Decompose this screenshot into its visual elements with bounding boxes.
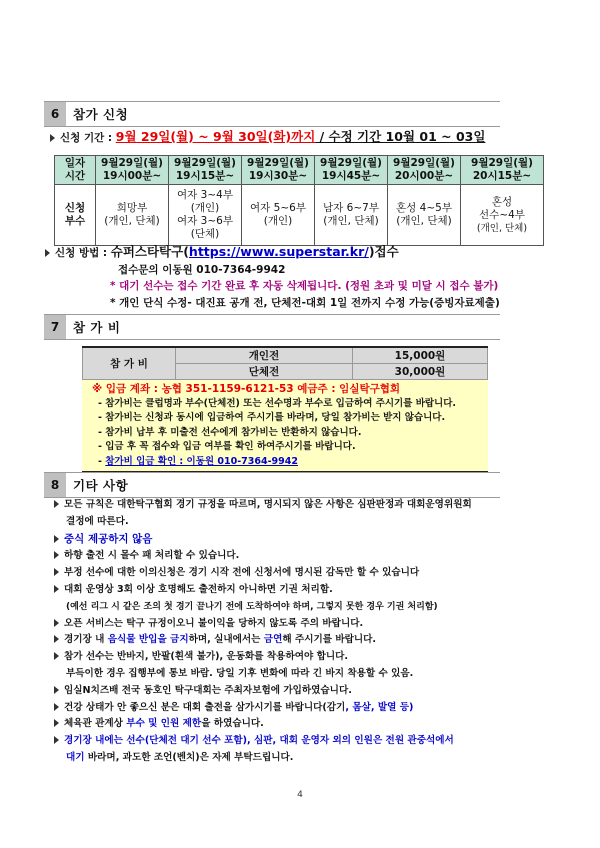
fee-type: 단체전 <box>176 364 353 380</box>
triangle-bullet-icon <box>54 535 59 543</box>
superstar-link[interactable]: https://www.superstar.kr/ <box>188 244 369 259</box>
edit-period: / 수정 기간 10월 01 ~ 03일 <box>315 129 486 144</box>
fee-box <box>82 346 488 473</box>
note-item: 경기장 내에는 선수(단체전 대기 선수 포함), 심판, 대회 운영자 외의 인원은 전원 관중석에서 <box>54 733 524 750</box>
note-item: 대회 운영상 3회 이상 호명해도 출전하지 아니하면 기권 처리함. <box>54 582 524 599</box>
triangle-bullet-icon <box>54 719 59 727</box>
triangle-bullet-icon <box>54 585 59 593</box>
triangle-bullet-icon <box>45 249 50 257</box>
contact-info: 접수문의 이동원 010-7364-9942 <box>118 263 286 276</box>
bank-account: ※ 입금 계좌 : 농협 351-1159-6121-53 예금주 : 임실탁구협회 <box>92 383 401 395</box>
schedule-header-row <box>55 156 544 185</box>
section-number: 7 <box>44 315 66 339</box>
application-period <box>50 127 485 145</box>
schedule-cell: 9월29일(월) 19시30분~ <box>242 156 315 185</box>
method-label: 신청 방법 : <box>55 247 111 259</box>
period-dates: 9월 29일(월) ~ 9월 30일(화)까지 <box>115 129 316 144</box>
date-time-label: 일자 시간 <box>55 156 96 185</box>
note-item: 모든 규칙은 대한탁구협회 경기 규정을 따르며, 명시되지 않은 사항은 심판판정과 대회운영위원회 <box>54 497 524 514</box>
triangle-bullet-icon <box>54 736 59 744</box>
schedule-cell: 9월29일(월) 19시00분~ <box>96 156 169 185</box>
period-label: 신청 기간 : <box>60 132 116 144</box>
misc-notes <box>54 497 524 767</box>
section-number: 6 <box>44 102 66 126</box>
fee-table <box>82 346 488 380</box>
application-method: 신청 방법 : 슈퍼스타탁구(https://www.superstar.kr/)접수 접수문의 이동원 010-7364-9942 * 대기 선수는 접수 기간 완료 후 자동 삭제됩니다. (정원 초과 및 미달 시 접수 불가) * 개인 단식 수정- 대진표 공개 전, 단체전-대회 1일 전까지 수정 가능(증빙자료제출) <box>45 244 500 311</box>
fee-note-line: - 입금 후 꼭 접수와 입금 여부를 확인 하여주시기를 바랍니다. <box>98 441 356 452</box>
triangle-bullet-icon <box>54 703 59 711</box>
fee-confirm-line: - 참가비 입금 확인 : 이동원 010-7364-9942 <box>98 455 298 467</box>
schedule-table <box>54 155 544 246</box>
division-cell: 남자 6~7부 (개인, 단체) <box>315 185 388 246</box>
division-cell: 여자 3~4부 (개인) 여자 3~6부 (단체) <box>169 185 242 246</box>
note-continuation: 대기 바라며, 과도한 조언(벤치)은 자제 부탁드립니다. <box>66 751 294 763</box>
division-cell: 혼성 선수~4부 (개인, 단체) <box>461 185 544 246</box>
triangle-bullet-icon <box>50 134 55 142</box>
fee-note-line: - 참가비는 신청과 동시에 입금하여 주시기를 바라며, 당일 참가비는 받지 않습니다. <box>98 412 446 423</box>
note-item: 하향 출전 시 몰수 패 처리할 수 있습니다. <box>54 548 524 565</box>
fee-label: 참 가 비 <box>83 347 176 380</box>
note-item: 중식 제공하지 않음 <box>54 531 524 549</box>
fee-note-line: - 참가비는 클럽명과 부수(단체전) 또는 선수명과 부수로 입금하여 주시기를 바랍니다. <box>98 397 457 409</box>
division-cell: 혼성 4~5부 (개인, 단체) <box>388 185 461 246</box>
division-cell: 여자 5~6부 (개인) <box>242 185 315 246</box>
section-title: 참 가 비 <box>73 320 121 335</box>
note-item: 건강 상태가 안 좋으신 분은 대회 출전을 삼가시기를 바랍니다(감기, 몸살, 발열 등) <box>54 700 524 717</box>
triangle-bullet-icon <box>54 568 59 576</box>
note-continuation: 부득이한 경우 집행부에 통보 바람. 당일 기후 변화에 따라 긴 바지 착용할 수 있음. <box>66 667 414 679</box>
schedule-cell: 9월29일(월) 19시45분~ <box>315 156 388 185</box>
division-row <box>55 185 544 246</box>
schedule-cell: 9월29일(월) 20시15분~ <box>461 156 544 185</box>
note-continuation: 결정에 따른다. <box>66 515 129 527</box>
note-item: 부정 선수에 대한 이의신청은 경기 시작 전에 신청서에 명시된 감독만 할 수 있습니다 <box>54 565 524 582</box>
triangle-bullet-icon <box>54 551 59 559</box>
note-item: 경기장 내 음식물 반입을 금지하며, 실내에서는 금연해 주시기를 바랍니다. <box>54 632 524 649</box>
note-item: 임실N치즈배 전국 동호인 탁구대회는 주최자보험에 가입하였습니다. <box>54 683 524 700</box>
fee-amount: 15,000원 <box>353 347 488 364</box>
note-continuation: (예선 리그 시 같은 조의 첫 경기 끝나기 전에 도착하여야 하며, 그렇지 못한 경우 기권 처리함) <box>66 601 438 612</box>
section-number: 8 <box>44 473 66 497</box>
section-6-header <box>44 101 500 127</box>
waitlist-note: * 대기 선수는 접수 기간 완료 후 자동 삭제됩니다. (정원 초과 및 미달 시 접수 불가) <box>110 280 499 292</box>
section-title: 참가 신청 <box>73 107 129 122</box>
note-item: 오픈 서비스는 탁구 규정이오니 불이익을 당하지 않도록 주의 바랍니다. <box>54 616 524 633</box>
fee-confirm-contact: 참가비 입금 확인 : 이동원 010-7364-9942 <box>105 455 298 467</box>
triangle-bullet-icon <box>54 500 59 508</box>
page-number: 4 <box>297 790 303 800</box>
division-cell: 희망부 (개인, 단체) <box>96 185 169 246</box>
fee-type: 개인전 <box>176 347 353 364</box>
note-item: 참가 선수는 반바지, 반팔(흰색 불가), 운동화를 착용하여야 합니다. <box>54 649 524 666</box>
fee-notes <box>82 380 488 473</box>
triangle-bullet-icon <box>54 652 59 660</box>
section-title: 기타 사항 <box>73 478 129 493</box>
section-8-header <box>44 472 500 498</box>
fee-note-line: - 참가비 납부 후 미출전 선수에게 참가비는 반환하지 않습니다. <box>98 426 362 438</box>
triangle-bullet-icon <box>54 619 59 627</box>
fee-amount: 30,000원 <box>353 364 488 380</box>
edit-note: * 개인 단식 수정- 대진표 공개 전, 단체전-대회 1일 전까지 수정 가능(증빙자료제출) <box>110 296 500 309</box>
note-item: 체육관 관계상 부수 및 인원 제한을 하였습니다. <box>54 716 524 733</box>
triangle-bullet-icon <box>54 686 59 694</box>
triangle-bullet-icon <box>54 635 59 643</box>
division-label: 신청 부수 <box>55 185 96 246</box>
schedule-cell: 9월29일(월) 19시15분~ <box>169 156 242 185</box>
schedule-cell: 9월29일(월) 20시00분~ <box>388 156 461 185</box>
section-7-header <box>44 314 500 340</box>
